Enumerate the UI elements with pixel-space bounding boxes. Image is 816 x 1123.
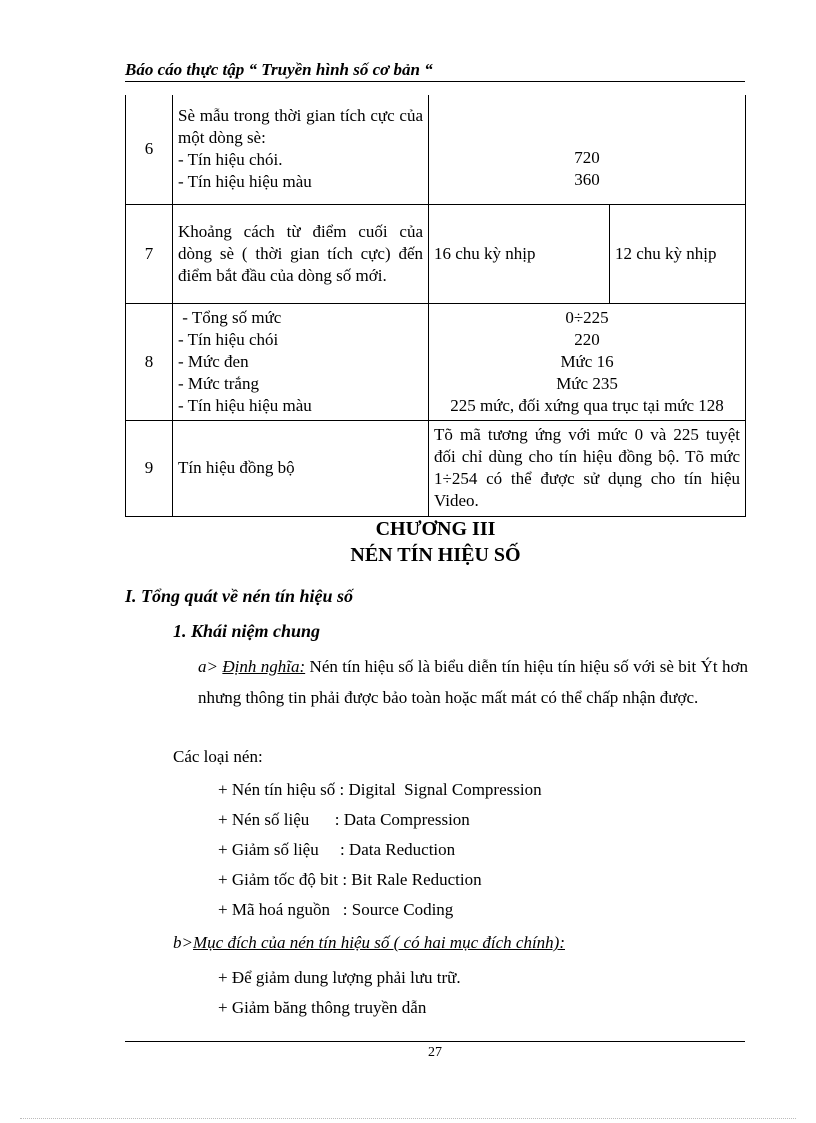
param-line: - Tín hiệu chói — [178, 329, 279, 349]
value-cell — [429, 95, 746, 204]
page-number: 27 — [428, 1045, 442, 1060]
table-row — [126, 204, 746, 303]
types-intro: Các loại nén: — [173, 747, 263, 766]
value-cell: 12 chu kỳ nhịp — [610, 204, 746, 303]
footer-rule — [125, 1041, 745, 1042]
value-line: Mức 16 — [560, 351, 614, 371]
list-marker: a> — [198, 657, 218, 676]
list-marker: b> — [173, 933, 193, 952]
value-cell — [429, 303, 746, 420]
value-line: 0÷225 — [565, 307, 609, 327]
value-line: Mức 235 — [556, 373, 618, 393]
chapter-number: CHƯƠNG III — [375, 518, 496, 540]
section-heading: I. Tổng quát về nén tín hiệu số — [125, 586, 354, 606]
row-number: 8 — [126, 303, 173, 420]
definition-label: Định nghĩa: — [222, 657, 306, 676]
value-line: 220 — [574, 329, 600, 349]
list-item: + Giảm băng thông truyền dẫn — [218, 998, 427, 1017]
value-cell: Tõ mã tương ứng với mức 0 và 225 tuyệt đối chỉ dùng cho tín hiệu đồng bộ. Tõ mức 1÷254 có thể được sử dụng cho tín hiệu Video. — [429, 420, 746, 516]
subsection-heading: 1. Khái niệm chung — [173, 621, 321, 641]
table-row — [126, 420, 746, 516]
value-cell: 16 chu kỳ nhịp — [429, 204, 610, 303]
purpose-label: Mục đích của nén tín hiệu số ( có hai mục đích chính): — [192, 933, 565, 952]
list-item: + Để giảm dung lượng phải lưu trữ. — [218, 968, 461, 987]
types-list — [218, 775, 542, 925]
row-number: 7 — [126, 204, 173, 303]
value-line: 225 mức, đối xứng qua trục tại mức 128 — [450, 395, 724, 415]
value-line: 720 — [574, 148, 600, 168]
list-item: + Nén tín hiệu số : Digital Signal Compression — [218, 780, 542, 799]
list-item: + Giảm tốc độ bit : Bit Rale Reduction — [218, 870, 482, 889]
chapter-title: NÉN TÍN HIỆU SỐ — [350, 544, 521, 566]
param-cell: Khoảng cách từ điểm cuối của dòng sè ( thời gian tích cực) đến điểm bắt đầu của dòng số mới. — [173, 204, 429, 303]
param-cell — [173, 303, 429, 420]
param-line: - Tổng số mức — [178, 307, 282, 327]
row-number: 6 — [126, 95, 173, 204]
param-line: - Mức trắng — [178, 373, 259, 393]
spec-table — [125, 95, 746, 517]
definition-text: Nén tín hiệu số là biểu diễn tín hiệu tín hiệu số với sè bit Ýt hơn nhưng thông tin phải được bảo toàn hoặc mất mát có thể chấp nhận được. — [198, 657, 748, 707]
value-line: 360 — [574, 170, 600, 190]
param-line: - Tín hiệu chói. — [178, 150, 283, 170]
list-item: + Giảm số liệu : Data Reduction — [218, 840, 456, 859]
param-line: - Mức đen — [178, 351, 249, 371]
definition-paragraph — [173, 651, 748, 713]
param-line: - Tín hiệu hiệu màu — [178, 172, 312, 192]
param-line: Sè mẫu trong thời gian tích cực của một dòng sè: — [178, 106, 423, 148]
purpose-heading — [173, 933, 565, 953]
param-line: - Tín hiệu hiệu màu — [178, 395, 312, 415]
list-item: + Mã hoá nguồn : Source Coding — [218, 900, 454, 919]
row-number: 9 — [126, 420, 173, 516]
purpose-list — [218, 963, 461, 1023]
page-edge-rule — [20, 1118, 796, 1119]
table-row — [126, 303, 746, 420]
param-cell — [173, 95, 429, 204]
param-cell: Tín hiệu đồng bộ — [173, 420, 429, 516]
table-row — [126, 95, 746, 204]
page-header: Báo cáo thực tập “ Truyền hình số cơ bản “ — [125, 60, 745, 82]
list-item: + Nén số liệu : Data Compression — [218, 810, 470, 829]
